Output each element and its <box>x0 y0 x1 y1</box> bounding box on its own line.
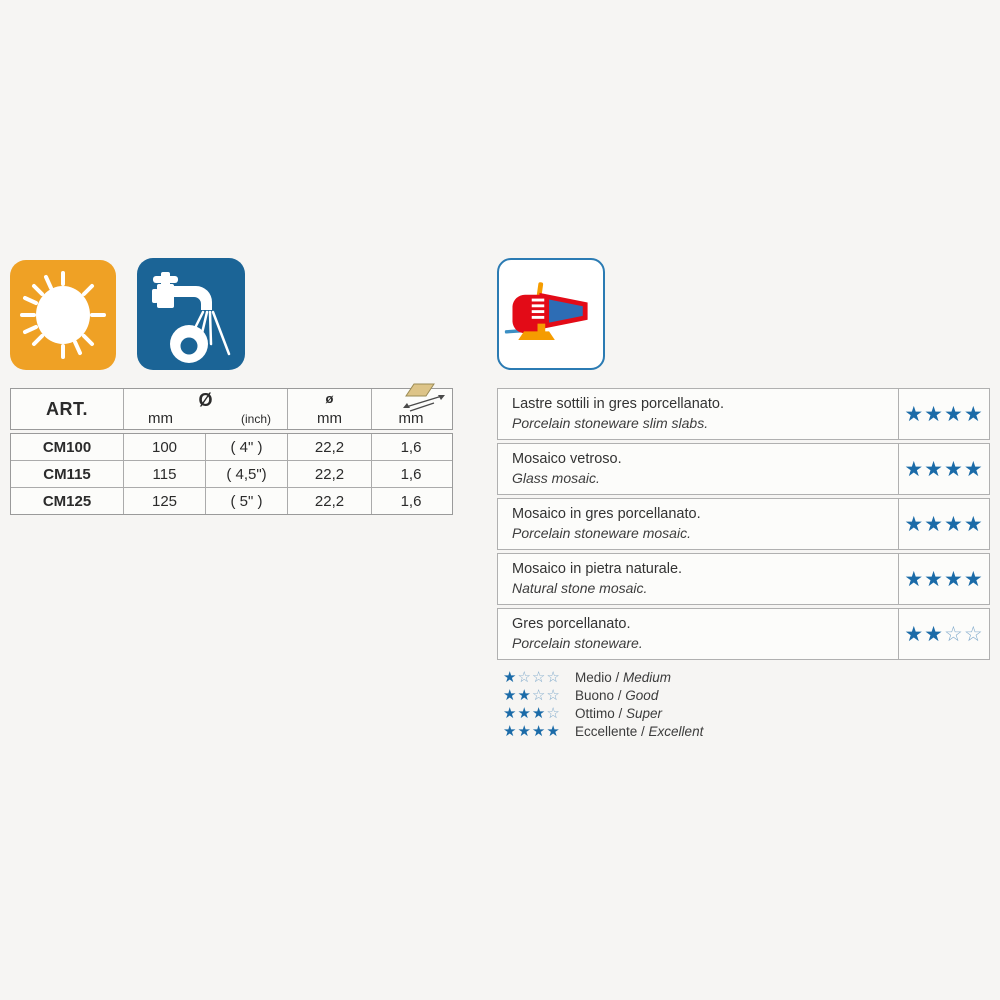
legend-stars <box>503 704 569 722</box>
legend-label-it: Ottimo / <box>575 705 627 721</box>
empty-stars: ☆☆☆ <box>517 669 561 686</box>
legend-label-it: Eccellente / <box>575 723 649 739</box>
material-labels <box>498 444 899 494</box>
cell-d-mm: 100 <box>123 434 205 460</box>
material-name-it: Mosaico in pietra naturale. <box>512 561 683 577</box>
material-labels <box>498 609 899 659</box>
material-name-it: Mosaico vetroso. <box>512 451 622 467</box>
cell-d-inch: ( 5" ) <box>205 488 287 514</box>
header-art: ART. <box>46 398 88 419</box>
filled-stars: ★ <box>503 669 518 686</box>
spec-table <box>10 388 453 515</box>
spec-table-header <box>10 388 453 430</box>
material-name-it: Lastre sottili in gres porcellanato. <box>512 396 724 412</box>
star-rating <box>899 554 989 604</box>
filled-stars: ★★★★ <box>904 567 984 591</box>
rating-row <box>497 498 990 550</box>
cell-d-inch: ( 4,5") <box>205 461 287 487</box>
material-name-it: Gres porcellanato. <box>512 616 631 632</box>
table-row <box>11 434 452 460</box>
legend-label-it: Medio / <box>575 669 624 685</box>
empty-stars: ☆☆ <box>531 687 561 704</box>
legend-stars <box>503 686 569 704</box>
legend-stars <box>503 668 569 686</box>
rating-row <box>497 608 990 660</box>
header-bore <box>287 389 371 429</box>
cell-thickness: 1,6 <box>371 461 450 487</box>
tap-water-icon <box>137 258 245 370</box>
header-bore-mm: mm <box>317 410 342 427</box>
legend-label <box>575 724 703 739</box>
sun-icon <box>10 260 116 370</box>
material-labels <box>498 499 899 549</box>
spec-table-body <box>10 433 453 515</box>
cell-art: CM100 <box>42 438 92 456</box>
empty-stars: ☆☆ <box>944 622 984 646</box>
star-rating <box>899 499 989 549</box>
legend-row <box>503 686 703 704</box>
material-rating-table <box>497 388 990 663</box>
material-name-en: Natural stone mosaic. <box>512 580 648 596</box>
legend-label-it: Buono / <box>575 687 626 703</box>
material-name-en: Porcelain stoneware. <box>512 635 643 651</box>
legend-stars <box>503 722 569 740</box>
rating-legend <box>503 668 703 740</box>
header-thickness-mm: mm <box>398 410 424 427</box>
cell-thickness: 1,6 <box>371 488 450 514</box>
rating-row <box>497 443 990 495</box>
star-rating <box>899 389 989 439</box>
star-rating <box>899 609 989 659</box>
cell-art: CM115 <box>43 465 91 483</box>
legend-label-en: Medium <box>623 669 672 685</box>
material-name-en: Glass mosaic. <box>512 470 600 486</box>
legend-label-en: Super <box>626 705 663 721</box>
cell-d-mm: 115 <box>123 461 205 487</box>
filled-stars: ★★★★ <box>904 457 984 481</box>
filled-stars: ★★★★ <box>904 512 984 536</box>
cell-thickness: 1,6 <box>371 434 450 460</box>
rating-row <box>497 388 990 440</box>
legend-label-en: Good <box>625 687 659 703</box>
legend-label <box>575 670 671 685</box>
header-diameter-mm: mm <box>148 410 173 427</box>
grinder-icon <box>499 260 603 368</box>
wet-cutting-water-icon <box>137 258 245 370</box>
angle-grinder-icon <box>497 258 605 370</box>
header-diameter-group <box>123 389 287 429</box>
legend-row <box>503 722 703 740</box>
filled-stars: ★★ <box>904 622 944 646</box>
cell-d-inch: ( 4" ) <box>205 434 287 460</box>
legend-label <box>575 688 658 703</box>
material-labels <box>498 389 899 439</box>
filled-stars: ★★★★ <box>904 402 984 426</box>
header-diameter-inch: (inch) <box>240 412 271 426</box>
cell-bore: 22,2 <box>287 461 371 487</box>
cell-bore: 22,2 <box>287 488 371 514</box>
legend-label <box>575 706 662 721</box>
filled-stars: ★★ <box>503 687 532 704</box>
material-labels <box>498 554 899 604</box>
dry-cutting-sun-icon <box>10 260 116 370</box>
table-row <box>11 460 452 487</box>
star-rating <box>899 444 989 494</box>
table-row <box>11 487 452 514</box>
material-name-en: Porcelain stoneware mosaic. <box>512 525 691 541</box>
header-bore-symbol: ø <box>325 391 334 406</box>
header-thickness <box>371 389 450 429</box>
material-name-it: Mosaico in gres porcellanato. <box>512 506 701 522</box>
material-name-en: Porcelain stoneware slim slabs. <box>512 415 709 431</box>
legend-row <box>503 668 703 686</box>
rating-row <box>497 553 990 605</box>
filled-stars: ★★★ <box>503 705 547 722</box>
empty-stars: ☆ <box>546 705 561 722</box>
cell-d-mm: 125 <box>123 488 205 514</box>
cell-bore: 22,2 <box>287 434 371 460</box>
legend-row <box>503 704 703 722</box>
filled-stars: ★★★★ <box>503 723 561 740</box>
header-diameter-symbol: Ø <box>198 390 213 410</box>
legend-label-en: Excellent <box>648 723 704 739</box>
cell-art: CM125 <box>42 492 92 510</box>
